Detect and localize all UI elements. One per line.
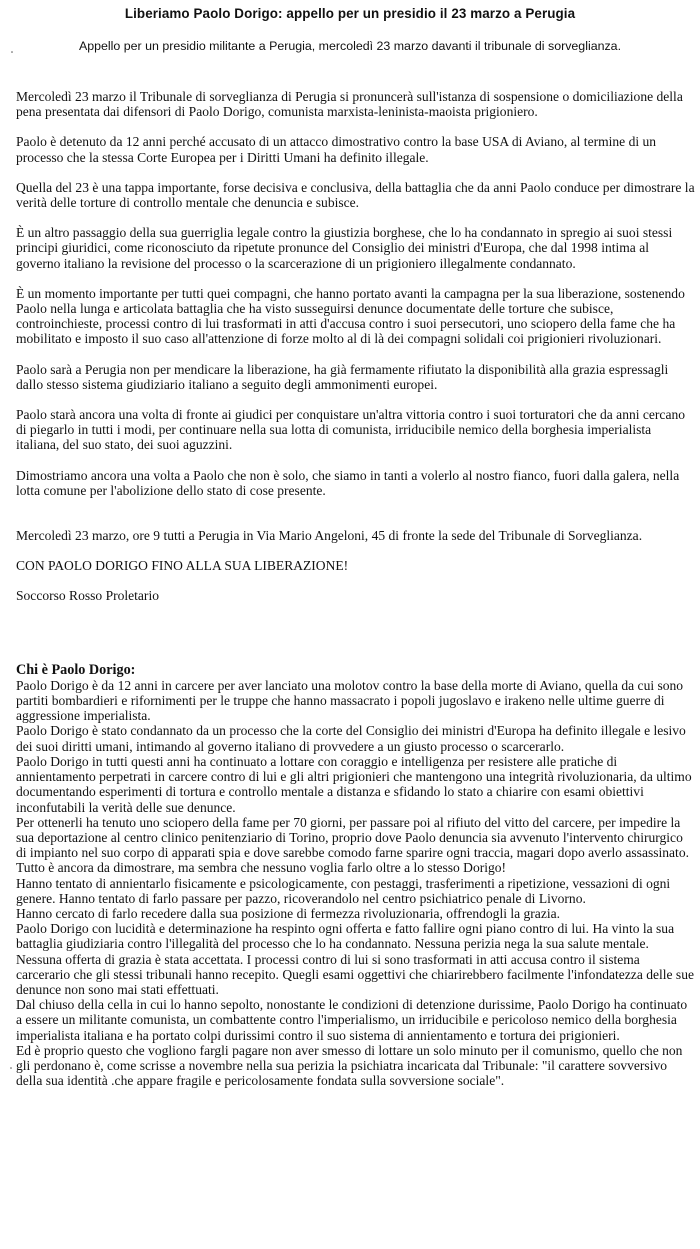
paragraph: È un momento importante per tutti quei compagni, che hanno portato avanti la campagna per la sua liberazione, sostenendo Paolo nella lunga e articolata battaglia che ha visto susseguirsi denunce documentate delle torture che subisce, controinchieste, processi contro di lui trasformati in atti d'accusa contro i suoi persecutori, uno sciopero della fame che ha mobilitato e imposto il suo caso all'attenzione di forze molto al di là dei compagni solidali coi prigionieri rivoluzionari. (16, 285, 685, 347)
paragraph: Quella del 23 è una tappa importante, forse decisiva e conclusiva, della battaglia che da anni Paolo conduce per dimostrare la verità delle torture di controllo mentale che denuncia e subisce. (16, 179, 695, 211)
bio-paragraph: Tutto è ancora da dimostrare, ma sembra che nessuno voglia farlo oltre a lo stesso Dorigo! (16, 860, 507, 876)
bio-paragraph: Hanno cercato di farlo recedere dalla sua posizione di fermezza rivoluzionaria, offrendogli la grazia. (16, 905, 560, 921)
document-title: Liberiamo Paolo Dorigo: appello per un presidio il 23 marzo a Perugia (124, 6, 576, 21)
paragraph: Paolo starà ancora una volta di fronte ai giudici per conquistare un'altra vittoria contro i suoi torturatori che da anni cercano di piegarlo in tutti i modi, per continuare nella sua lotta di comunista, irriducibile nemico della borghesia imperialista italiana, del suo stato, dei suoi aguzzini. (16, 407, 686, 453)
slogan: CON PAOLO DORIGO FINO ALLA SUA LIBERAZIONE! (16, 558, 349, 574)
bio-paragraph: Paolo Dorigo è stato condannato da un processo che la corte del Consiglio dei ministri d'Europa ha definito illegale e lesivo dei suoi diritti umani, intimando al governo italiano di provvedere a un giusto processo o scarcerarlo. (16, 723, 686, 754)
paragraph: È un altro passaggio della sua guerriglia legale contro la giustizia borghese, che lo ha condannato in spregio ai suoi stessi principi giuridici, come riconosciuto da ripetute pronunce del Consiglio dei ministri d'Europa, che dal 1998 intima al governo italiano la revisione del processo o la scarcerazione di un prigioniero illegalmente condannato. (16, 225, 673, 271)
bio-paragraph: Paolo Dorigo in tutti questi anni ha continuato a lottare con coraggio e intelligenza per resistere alle pratiche di annientamento perpetrati in carcere contro di lui e gli altri prigionieri che mantengono una integrità rivoluzionaria, da ultimo documentando esperimenti di tortura e controllo mentale a distanza e sfidando lo stato a chiarire con esami obiettivi inconfutabili la verità delle sue denunce. (16, 753, 692, 815)
paragraph: Dimostriamo ancora una volta a Paolo che non è solo, che siamo in tanti a volerlo al nostro fianco, fuori dalla galera, nella lotta comune per l'abolizione dello stato di cose presente. (16, 467, 680, 498)
paragraph: Paolo è detenuto da 12 anni perché accusato di un attacco dimostrativo contro la base USA di Aviano, al termine di un processo che la stessa Corte Europea per i Diritti Umani ha definito illegale. (16, 134, 657, 165)
scan-speck (10, 1067, 12, 1069)
bio-paragraph: Paolo Dorigo è da 12 anni in carcere per aver lanciato una molotov contro la base della morte di Aviano, quella da cui sono partiti bombardieri e rifornimenti per le truppe che hanno massacrato i popoli jugoslavo e irakeno nelle ultime guerre di aggressione imperialista. (16, 677, 684, 724)
bio-paragraph: Ed è proprio questo che vogliono fargli pagare non aver smesso di lottare un solo minuto per il comunismo, quello che non gli perdonano è, come scrisse a novembre nella sua perizia la psichiatra incaricata dal Tribunale: "il carattere sovversivo della sua identità .che appare fragile e pericolosamente fondata sulla sovversione sociale". (16, 1042, 683, 1089)
bio-paragraph: Hanno tentato di annientarlo fisicamente e psicologicamente, con pestaggi, trasferimenti a ripetizione, vessazioni di ogni genere. Hanno tentato di farlo passare per pazzo, ricoverandolo nel centro psichiatrico penale di Livorno. (16, 875, 671, 906)
bio-paragraph: Dal chiuso della cella in cui lo hanno sepolto, nonostante le condizioni di detenzione durissime, Paolo Dorigo ha continuato a essere un militante comunista, un combattente contro l'imperialismo, un irriducibile e pericoloso nemico della borghesia imperialista italiana e ha portato colpi durissimi contro il suo sistema di annientamento e tortura dei prigionieri. (16, 997, 688, 1043)
paragraph: Mercoledì 23 marzo il Tribunale di sorveglianza di Perugia si pronuncerà sull'istanza di sospensione o domiciliazione della pena presentata dai difensori di Paolo Dorigo, comunista marxista-leninista-maoista prigioniero. (16, 89, 683, 120)
signature: Soccorso Rosso Proletario (16, 588, 159, 604)
paragraph: Paolo sarà a Perugia non per mendicare la liberazione, ha già fermamente rifiutato la disponibilità alla grazia espressagli dallo stesso sistema giudiziario italiano a seguito degli ammonimenti europei. (16, 361, 669, 392)
bio-paragraph: Per ottenerli ha tenuto uno sciopero della fame per 70 giorni, per passare poi al rifiuto del vitto del carcere, per impedire la sua deportazione al centro clinico penitenziario di Torino, proprio dove Paolo denuncia sia avvenuto l'intervento chirurgico di impianto nel suo corpo di apparati spia e dove sarebbe comodo farne sparire ogni traccia, magari dopo averlo assassinato. (16, 814, 689, 861)
scan-speck (11, 51, 13, 53)
bio-heading: Chi è Paolo Dorigo: (16, 661, 136, 678)
bio-paragraph: Paolo Dorigo con lucidità e determinazione ha respinto ogni offerta e fatto fallire ogni piano contro di lui. Ha vinto la sua battaglia giudiziaria contro l'illegalità del processo che lo ha condannato. Nessuna perizia nega la sua salute mentale. Nessuna offerta di grazia è stata accettata. I processi contro di lui si sono trasformati in atti accusa contro il sistema carcerario che gli stessi tribunali hanno recepito. Quegli esami oggettivi che chiarirebbero facilmente l'infondatezza delle sue denunce non sono mai stati effettuati. (16, 921, 694, 997)
document-subtitle: Appello per un presidio militante a Perugia, mercoledì 23 marzo davanti il tribunale di sorveglianza. (78, 39, 622, 53)
event-details: Mercoledì 23 marzo, ore 9 tutti a Perugia in Via Mario Angeloni, 45 di fronte la sede del Tribunale di Sorveglianza. (16, 528, 643, 544)
